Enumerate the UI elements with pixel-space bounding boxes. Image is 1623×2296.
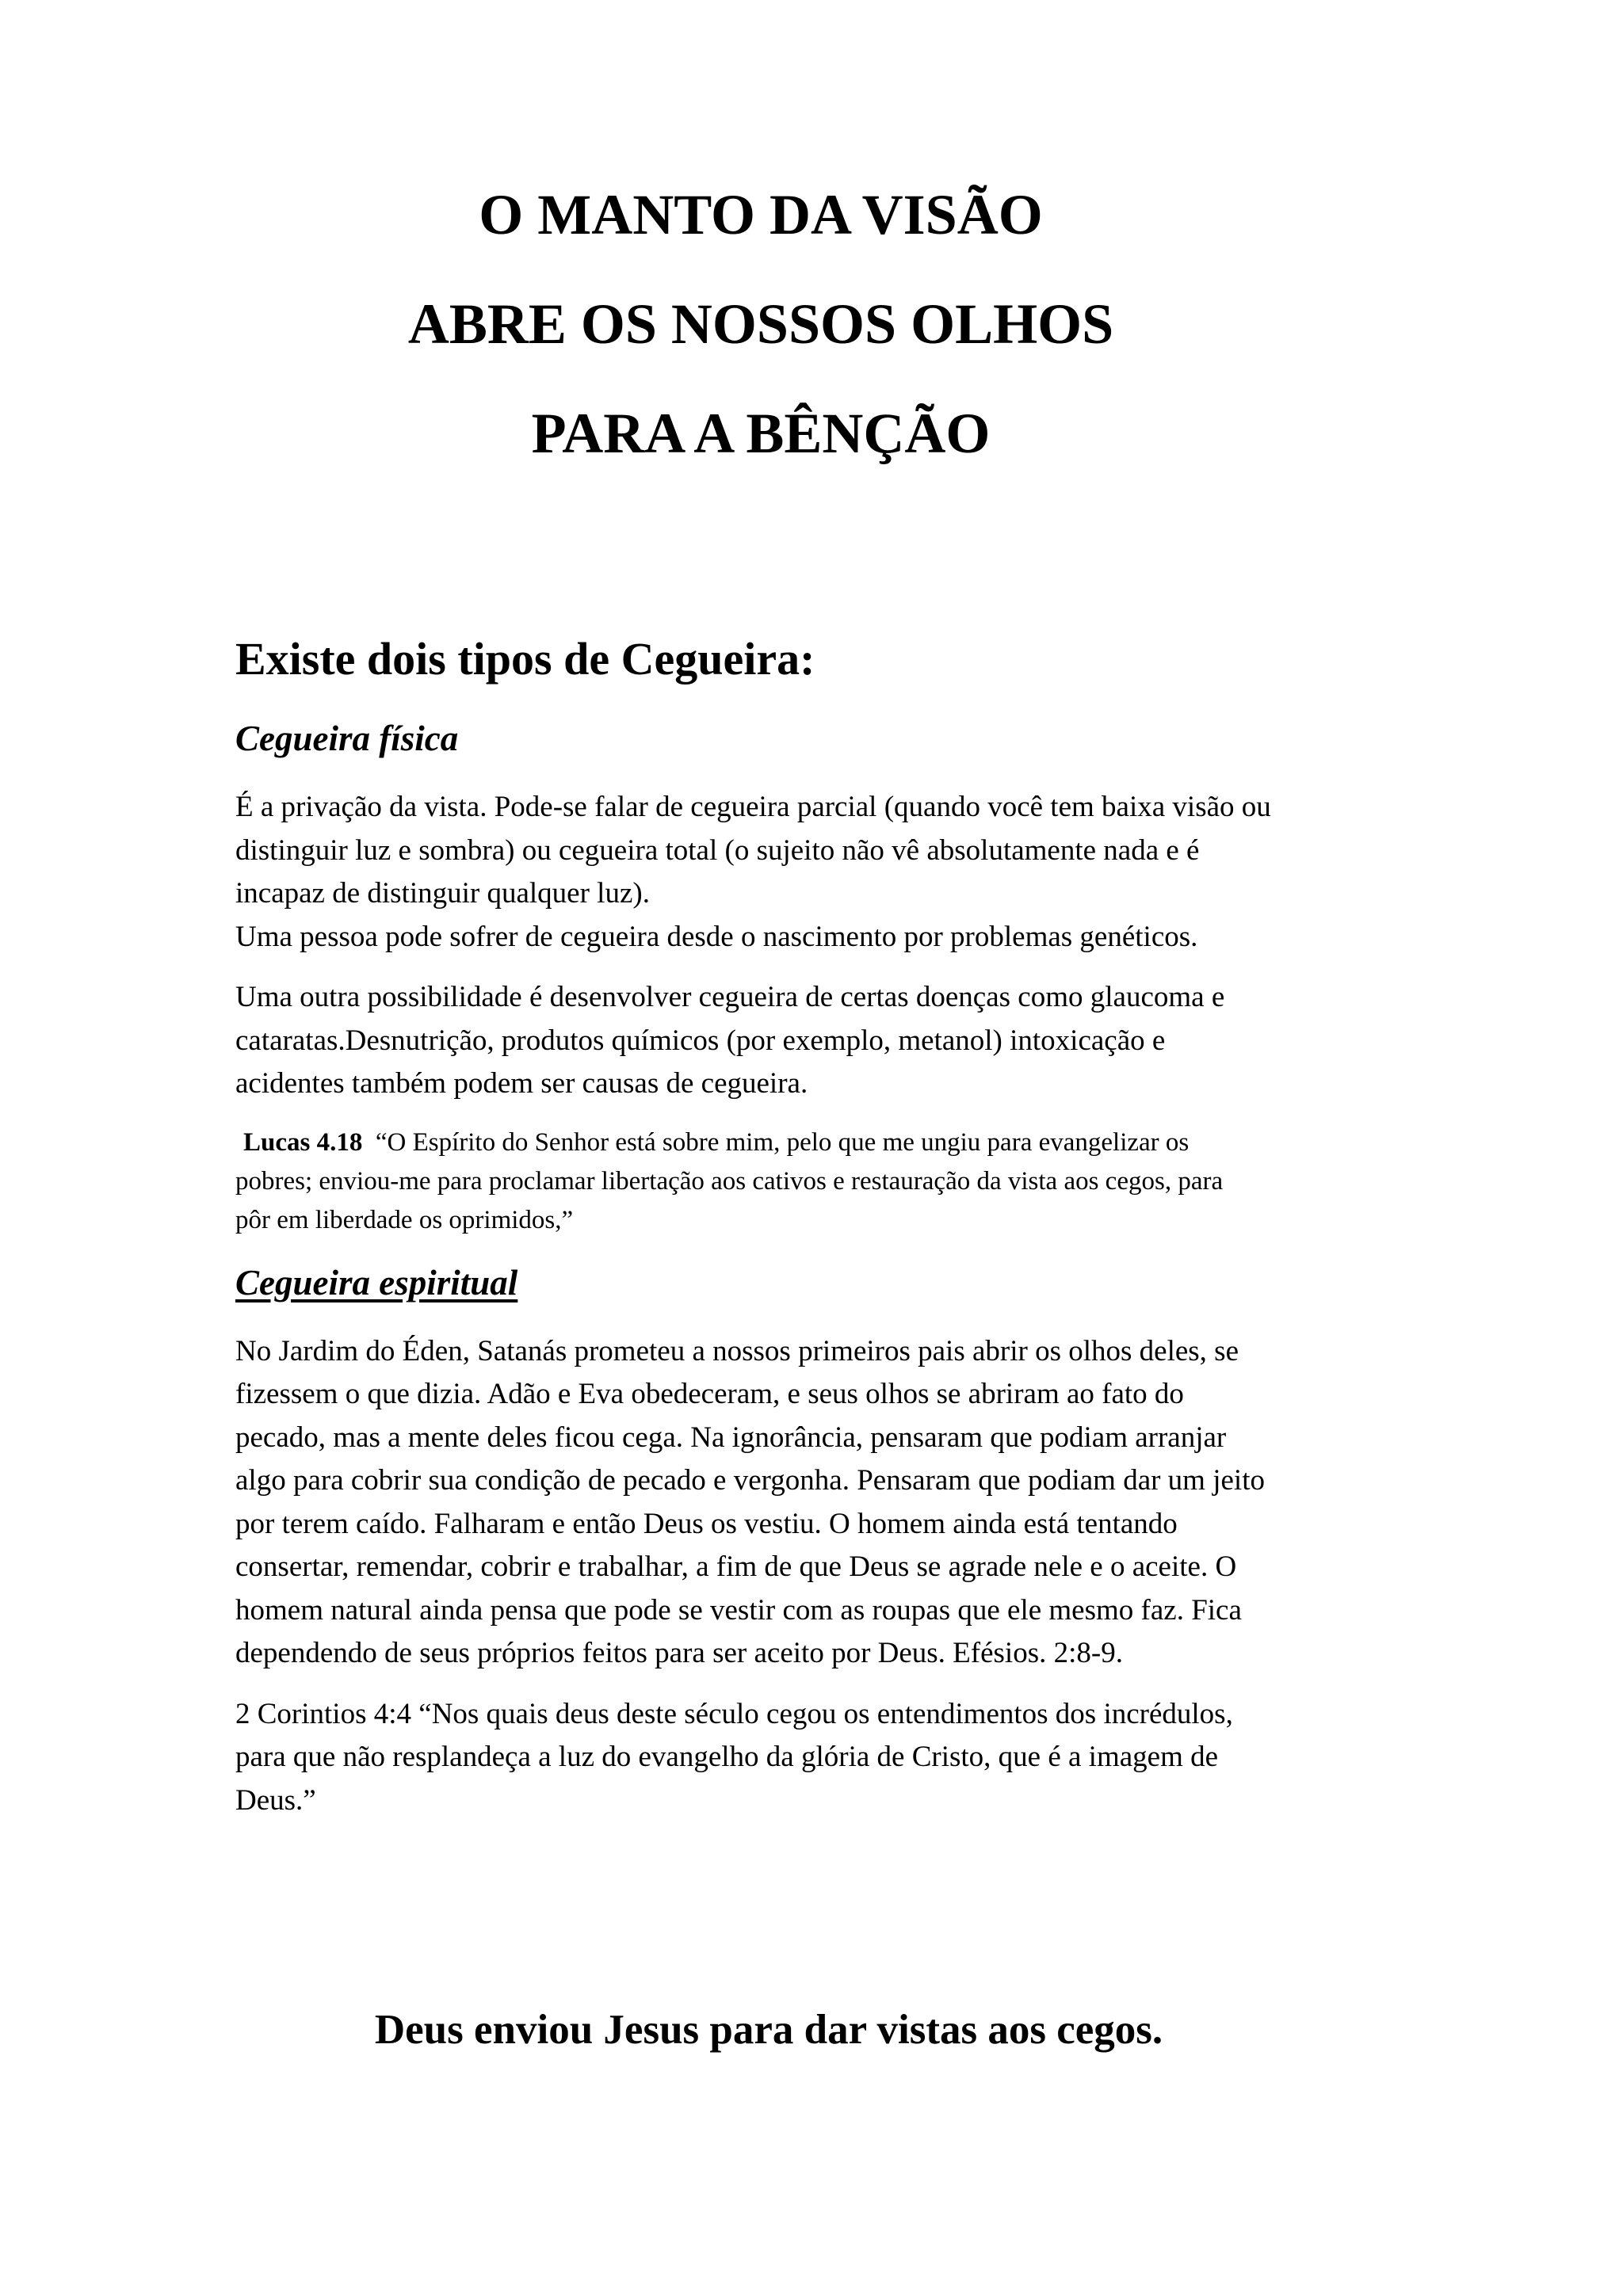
document-title: [0, 183, 1522, 514]
section-heading: Existe dois tipos de Cegueira:: [235, 633, 815, 685]
text-line: Uma pessoa pode sofrer de cegueira desde o nascimento por problemas genéticos.: [235, 920, 1198, 953]
verse-line: [235, 1123, 1408, 1162]
physical-paragraph-1: [235, 786, 1408, 959]
text-line: dependendo de seus próprios feitos para ser aceito por Deus. Efésios. 2:8-9.: [235, 1637, 1123, 1669]
text-line: incapaz de distinguir qualquer luz).: [235, 877, 650, 910]
verse-text: “O Espírito do Senhor está sobre mim, pelo que me ungiu para evangelizar os: [375, 1127, 1190, 1157]
text-line: para que não resplandeça a luz do evangelho da glória de Cristo, que é a imagem de: [235, 1741, 1219, 1773]
text-line: por terem caído. Falharam e então Deus os vestiu. O homem ainda está tentando: [235, 1507, 1178, 1540]
text-line: Uma outra possibilidade é desenvolver cegueira de certas doenças como glaucoma e: [235, 981, 1225, 1013]
text-line: acidentes também podem ser causas de cegueira.: [235, 1067, 808, 1100]
text-line: 2 Corintios 4:4 “Nos quais deus deste século cegou os entendimentos dos incrédulos,: [235, 1697, 1233, 1730]
spiritual-paragraph-2: [235, 1693, 1408, 1823]
spiritual-blindness-heading: Cegueira espiritual: [235, 1262, 518, 1302]
physical-blindness-heading: Cegueira física: [235, 719, 459, 758]
physical-paragraph-2: [235, 976, 1408, 1106]
title-line-3: PARA A BÊNÇÃO: [531, 402, 991, 465]
closing-statement: Deus enviou Jesus para dar vistas aos cegos.: [374, 2007, 1163, 2053]
text-line: pecado, mas a mente deles ficou cega. Na ignorância, pensaram que podiam arranjar: [235, 1421, 1227, 1454]
text-line: homem natural ainda pensa que pode se vestir com as roupas que ele mesmo faz. Fica: [235, 1593, 1242, 1627]
spiritual-paragraph-1: [235, 1330, 1408, 1676]
text-line: fizessem o que dizia. Adão e Eva obedeceram, e seus olhos se abriram ao fato do: [235, 1378, 1184, 1410]
document-body: [235, 634, 1408, 1840]
text-line: distinguir luz e sombra) ou cegueira total (o sujeito não vê absolutamente nada e é: [235, 833, 1200, 867]
text-line: É a privação da vista. Pode-se falar de cegueira parcial (quando você tem baixa visão ou: [235, 791, 1271, 823]
text-line: consertar, remendar, cobrir e trabalhar, a fim de que Deus se agrade nele e o aceite. O: [235, 1550, 1237, 1583]
verse-line: pôr em liberdade os oprimidos,”: [235, 1205, 574, 1234]
text-line: cataratas.Desnutrição, produtos químicos (por exemplo, metanol) intoxicação e: [235, 1024, 1166, 1057]
verse-lucas: [235, 1123, 1408, 1240]
text-line: Deus.”: [235, 1783, 316, 1817]
verse-reference: Lucas 4.18: [243, 1127, 363, 1157]
title-line-1: O MANTO DA VISÃO: [479, 183, 1043, 246]
verse-line: pobres; enviou-me para proclamar libertação aos cativos e restauração da vista aos cegos, para: [235, 1166, 1224, 1196]
text-line: algo para cobrir sua condição de pecado e vergonha. Pensaram que podiam dar um jeito: [235, 1464, 1265, 1497]
title-line-2: ABRE OS NOSSOS OLHOS: [407, 292, 1114, 356]
text-line: No Jardim do Éden, Satanás prometeu a nossos primeiros pais abrir os olhos deles, se: [235, 1334, 1239, 1367]
